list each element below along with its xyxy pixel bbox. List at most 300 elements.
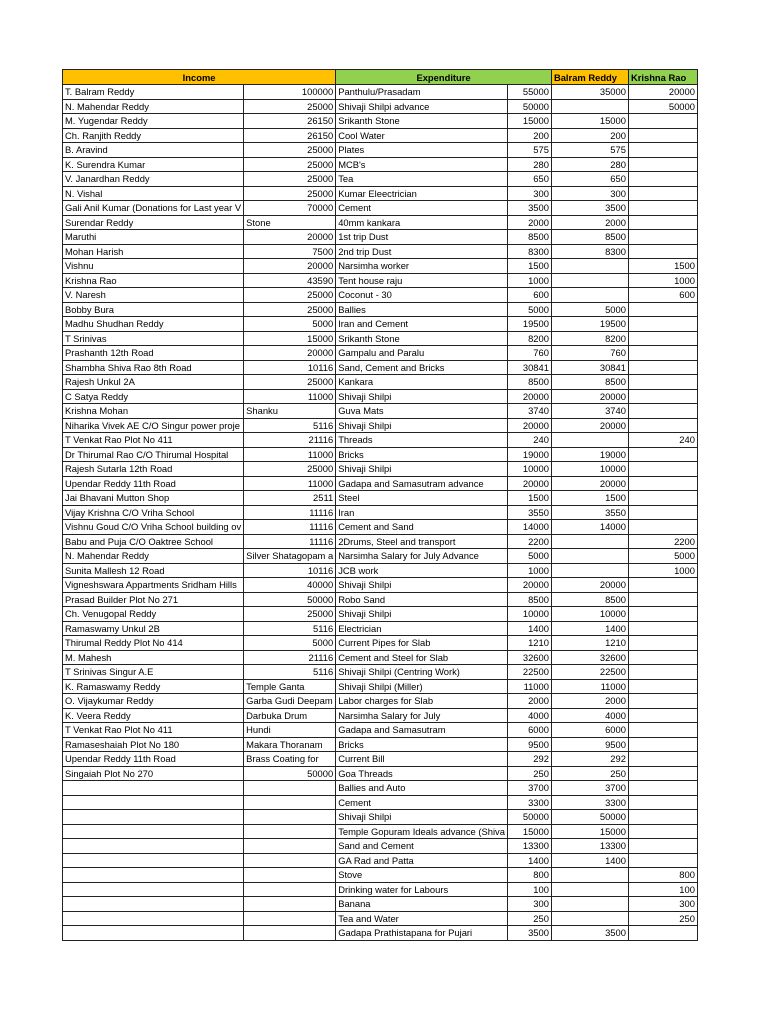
krishna-rao-cell <box>628 215 697 230</box>
krishna-rao-cell <box>628 360 697 375</box>
balram-reddy-cell <box>551 99 628 114</box>
expenditure-item-cell: Shivaji Shilpi <box>336 389 508 404</box>
income-amount-cell <box>244 839 336 854</box>
table-row <box>63 114 698 129</box>
table-row <box>63 462 698 477</box>
krishna-rao-cell <box>628 723 697 738</box>
expenditure-amount-cell: 55000 <box>507 85 551 100</box>
balram-reddy-cell: 9500 <box>551 737 628 752</box>
income-amount-cell: 26150 <box>244 114 336 129</box>
income-name-cell: N. Mahendar Reddy <box>63 99 244 114</box>
income-name-cell <box>63 853 244 868</box>
table-row <box>63 607 698 622</box>
expenditure-item-cell: Labor charges for Slab <box>336 694 508 709</box>
income-amount-cell: 25000 <box>244 172 336 187</box>
balram-reddy-cell: 32600 <box>551 650 628 665</box>
balram-reddy-cell: 4000 <box>551 708 628 723</box>
balram-reddy-cell: 1210 <box>551 636 628 651</box>
income-amount-cell: 50000 <box>244 766 336 781</box>
table-row <box>63 926 698 941</box>
expenditure-item-cell: Shivaji Shilpi <box>336 418 508 433</box>
krishna-rao-cell <box>628 810 697 825</box>
krishna-rao-cell <box>628 752 697 767</box>
income-amount-cell: 5116 <box>244 665 336 680</box>
income-name-cell: Prasad Builder Plot No 271 <box>63 592 244 607</box>
expenditure-amount-cell: 3740 <box>507 404 551 419</box>
expenditure-item-cell: Shivaji Shilpi <box>336 462 508 477</box>
income-amount-cell <box>244 795 336 810</box>
income-name-cell: Ramaswamy Unkul 2B <box>63 621 244 636</box>
expenditure-item-cell: Cement and Sand <box>336 520 508 535</box>
income-amount-cell: 25000 <box>244 462 336 477</box>
income-name-cell <box>63 882 244 897</box>
income-name-cell: Maruthi <box>63 230 244 245</box>
balram-reddy-cell: 575 <box>551 143 628 158</box>
balram-reddy-cell: 3550 <box>551 505 628 520</box>
expenditure-amount-cell: 8500 <box>507 375 551 390</box>
expenditure-amount-cell: 3300 <box>507 795 551 810</box>
balram-reddy-cell: 300 <box>551 186 628 201</box>
expenditure-amount-cell: 5000 <box>507 302 551 317</box>
expenditure-amount-cell: 5000 <box>507 549 551 564</box>
expenditure-amount-cell: 11000 <box>507 679 551 694</box>
income-amount-cell <box>244 810 336 825</box>
table-row <box>63 708 698 723</box>
krishna-rao-cell <box>628 824 697 839</box>
krishna-rao-cell <box>628 157 697 172</box>
income-amount-cell: Temple Ganta <box>244 679 336 694</box>
balram-reddy-cell: 3700 <box>551 781 628 796</box>
income-amount-cell <box>244 897 336 912</box>
income-name-cell <box>63 824 244 839</box>
income-amount-cell: Hundi <box>244 723 336 738</box>
income-name-cell: V. Naresh <box>63 288 244 303</box>
income-name-cell: O. Vijaykumar Reddy <box>63 694 244 709</box>
table-row <box>63 418 698 433</box>
expenditure-amount-cell: 20000 <box>507 389 551 404</box>
expenditure-item-cell: Cement <box>336 795 508 810</box>
expenditure-amount-cell: 3550 <box>507 505 551 520</box>
krishna-rao-cell <box>628 607 697 622</box>
expenditure-item-cell: Ballies and Auto <box>336 781 508 796</box>
expenditure-item-cell: Drinking water for Labours <box>336 882 508 897</box>
income-amount-cell <box>244 853 336 868</box>
income-name-cell <box>63 795 244 810</box>
expenditure-amount-cell: 1000 <box>507 563 551 578</box>
expenditure-amount-cell: 1500 <box>507 491 551 506</box>
expenditure-item-cell: Threads <box>336 433 508 448</box>
income-amount-cell: 11116 <box>244 505 336 520</box>
sheet-body <box>63 85 698 941</box>
expenditure-item-cell: Guva Mats <box>336 404 508 419</box>
income-name-cell <box>63 897 244 912</box>
income-amount-cell: Garba Gudi Deepam <box>244 694 336 709</box>
income-name-cell: Prashanth 12th Road <box>63 346 244 361</box>
expenditure-amount-cell: 280 <box>507 157 551 172</box>
income-name-cell: Shambha Shiva Rao 8th Road <box>63 360 244 375</box>
table-row <box>63 288 698 303</box>
expenditure-item-cell: 40mm kankara <box>336 215 508 230</box>
table-row <box>63 447 698 462</box>
income-amount-cell <box>244 781 336 796</box>
expense-sheet <box>62 69 698 941</box>
expenditure-amount-cell: 22500 <box>507 665 551 680</box>
expenditure-amount-cell: 1500 <box>507 259 551 274</box>
income-name-cell: Singaiah Plot No 270 <box>63 766 244 781</box>
income-name-cell: Ch. Venugopal Reddy <box>63 607 244 622</box>
income-amount-cell: 40000 <box>244 578 336 593</box>
table-row <box>63 839 698 854</box>
income-amount-cell: 70000 <box>244 201 336 216</box>
krishna-rao-cell: 240 <box>628 433 697 448</box>
expenditure-amount-cell: 800 <box>507 868 551 883</box>
krishna-rao-cell <box>628 302 697 317</box>
krishna-rao-cell <box>628 317 697 332</box>
krishna-rao-cell <box>628 172 697 187</box>
income-name-cell: Mohan Harish <box>63 244 244 259</box>
expenditure-amount-cell: 1400 <box>507 853 551 868</box>
table-row <box>63 621 698 636</box>
krishna-rao-cell <box>628 186 697 201</box>
expenditure-item-cell: Steel <box>336 491 508 506</box>
krishna-rao-cell: 250 <box>628 911 697 926</box>
krishna-rao-cell <box>628 462 697 477</box>
income-amount-cell: 21116 <box>244 650 336 665</box>
expenditure-item-cell: 2Drums, Steel and transport <box>336 534 508 549</box>
expenditure-item-cell: Kumar Eleectrician <box>336 186 508 201</box>
income-amount-cell <box>244 824 336 839</box>
expenditure-amount-cell: 650 <box>507 172 551 187</box>
balram-reddy-cell: 11000 <box>551 679 628 694</box>
table-row <box>63 505 698 520</box>
balram-reddy-cell: 3300 <box>551 795 628 810</box>
balram-reddy-cell: 292 <box>551 752 628 767</box>
balram-reddy-cell <box>551 563 628 578</box>
income-name-cell: Surendar Reddy <box>63 215 244 230</box>
income-amount-cell: 25000 <box>244 607 336 622</box>
income-amount-cell: 25000 <box>244 375 336 390</box>
balram-reddy-cell: 15000 <box>551 824 628 839</box>
income-name-cell <box>63 926 244 941</box>
krishna-rao-cell <box>628 476 697 491</box>
table-row <box>63 723 698 738</box>
income-name-cell: Krishna Mohan <box>63 404 244 419</box>
table-row <box>63 143 698 158</box>
expenditure-item-cell: Ballies <box>336 302 508 317</box>
balram-reddy-cell: 3500 <box>551 926 628 941</box>
income-name-cell: Thirumal Reddy Plot No 414 <box>63 636 244 651</box>
expenditure-amount-cell: 15000 <box>507 824 551 839</box>
expenditure-item-cell: Electrician <box>336 621 508 636</box>
expenditure-item-cell: Stove <box>336 868 508 883</box>
table-row <box>63 244 698 259</box>
table-row <box>63 694 698 709</box>
krishna-rao-cell: 800 <box>628 868 697 883</box>
expenditure-item-cell: 1st trip Dust <box>336 230 508 245</box>
krishna-rao-header: Krishna Rao <box>628 70 697 85</box>
expenditure-amount-cell: 300 <box>507 186 551 201</box>
krishna-rao-cell: 1000 <box>628 273 697 288</box>
income-name-cell: Vijay Krishna C/O Vriha School <box>63 505 244 520</box>
krishna-rao-cell <box>628 694 697 709</box>
balram-reddy-cell <box>551 534 628 549</box>
krishna-rao-cell: 100 <box>628 882 697 897</box>
table-row <box>63 636 698 651</box>
income-amount-cell <box>244 868 336 883</box>
table-row <box>63 868 698 883</box>
income-amount-cell: Silver Shatagopam a <box>244 549 336 564</box>
income-name-cell: T Venkat Rao Plot No 411 <box>63 433 244 448</box>
expenditure-item-cell: Srikanth Stone <box>336 331 508 346</box>
balram-reddy-cell: 8200 <box>551 331 628 346</box>
expenditure-amount-cell: 10000 <box>507 607 551 622</box>
income-name-cell: T Srinivas <box>63 331 244 346</box>
krishna-rao-cell: 50000 <box>628 99 697 114</box>
krishna-rao-cell: 2200 <box>628 534 697 549</box>
expenditure-item-cell: Cement and Steel for Slab <box>336 650 508 665</box>
income-name-cell: Upendar Reddy 11th Road <box>63 476 244 491</box>
income-name-cell: V. Janardhan Reddy <box>63 172 244 187</box>
expenditure-item-cell: Narsimha Salary for July Advance <box>336 549 508 564</box>
expenditure-amount-cell: 20000 <box>507 578 551 593</box>
balram-reddy-cell: 2000 <box>551 215 628 230</box>
expenditure-amount-cell: 13300 <box>507 839 551 854</box>
expenditure-amount-cell: 9500 <box>507 737 551 752</box>
expenditure-item-cell: Bricks <box>336 447 508 462</box>
table-row <box>63 897 698 912</box>
income-amount-cell <box>244 911 336 926</box>
balram-reddy-header: Balram Reddy <box>551 70 628 85</box>
income-amount-cell: 25000 <box>244 186 336 201</box>
income-amount-cell: 10116 <box>244 563 336 578</box>
income-amount-cell: 20000 <box>244 230 336 245</box>
expenditure-item-cell: Banana <box>336 897 508 912</box>
krishna-rao-cell <box>628 839 697 854</box>
krishna-rao-cell <box>628 418 697 433</box>
balram-reddy-cell: 22500 <box>551 665 628 680</box>
table-row <box>63 882 698 897</box>
expenditure-amount-cell: 240 <box>507 433 551 448</box>
balram-reddy-cell: 6000 <box>551 723 628 738</box>
expenditure-amount-cell: 100 <box>507 882 551 897</box>
balram-reddy-cell: 2000 <box>551 694 628 709</box>
table-row <box>63 476 698 491</box>
income-amount-cell: 25000 <box>244 143 336 158</box>
krishna-rao-cell: 1500 <box>628 259 697 274</box>
table-row <box>63 911 698 926</box>
expenditure-item-cell: Temple Gopuram Ideals advance (Shiva <box>336 824 508 839</box>
table-row <box>63 679 698 694</box>
income-amount-cell: 100000 <box>244 85 336 100</box>
balram-reddy-cell <box>551 259 628 274</box>
table-row <box>63 549 698 564</box>
balram-reddy-cell: 8500 <box>551 375 628 390</box>
expenditure-amount-cell: 1400 <box>507 621 551 636</box>
balram-reddy-cell: 8500 <box>551 592 628 607</box>
income-amount-cell: 11000 <box>244 447 336 462</box>
krishna-rao-cell <box>628 375 697 390</box>
krishna-rao-cell <box>628 404 697 419</box>
expenditure-amount-cell: 8300 <box>507 244 551 259</box>
expenditure-item-cell: Iran <box>336 505 508 520</box>
krishna-rao-cell <box>628 143 697 158</box>
expenditure-amount-cell: 2000 <box>507 215 551 230</box>
income-amount-cell: 11116 <box>244 520 336 535</box>
balram-reddy-cell: 650 <box>551 172 628 187</box>
expenditure-amount-cell: 1000 <box>507 273 551 288</box>
balram-reddy-cell: 8300 <box>551 244 628 259</box>
expenditure-amount-cell: 250 <box>507 911 551 926</box>
balram-reddy-cell: 10000 <box>551 607 628 622</box>
balram-reddy-cell <box>551 897 628 912</box>
table-row <box>63 375 698 390</box>
income-amount-cell: 50000 <box>244 592 336 607</box>
income-name-cell: Rajesh Unkul 2A <box>63 375 244 390</box>
table-row <box>63 534 698 549</box>
table-row <box>63 810 698 825</box>
expenditure-item-cell: Bricks <box>336 737 508 752</box>
krishna-rao-cell <box>628 244 697 259</box>
expenditure-amount-cell: 760 <box>507 346 551 361</box>
krishna-rao-cell <box>628 708 697 723</box>
expenditure-item-cell: Coconut - 30 <box>336 288 508 303</box>
income-name-cell: C Satya Reddy <box>63 389 244 404</box>
balram-reddy-cell: 3500 <box>551 201 628 216</box>
income-name-cell: Vishnu Goud C/O Vriha School building ov <box>63 520 244 535</box>
table-row <box>63 331 698 346</box>
table-row <box>63 752 698 767</box>
table-row <box>63 853 698 868</box>
expenditure-item-cell: Cool Water <box>336 128 508 143</box>
krishna-rao-cell: 5000 <box>628 549 697 564</box>
table-row <box>63 433 698 448</box>
expenditure-amount-cell: 200 <box>507 128 551 143</box>
expenditure-item-cell: Shivaji Shilpi advance <box>336 99 508 114</box>
balram-reddy-cell: 280 <box>551 157 628 172</box>
expenditure-item-cell: Current Pipes for Slab <box>336 636 508 651</box>
income-amount-cell: 25000 <box>244 99 336 114</box>
income-name-cell: Bobby Bura <box>63 302 244 317</box>
income-name-cell: T. Balram Reddy <box>63 85 244 100</box>
krishna-rao-cell <box>628 578 697 593</box>
income-name-cell: N. Mahendar Reddy <box>63 549 244 564</box>
expenditure-item-cell: Gampalu and Paralu <box>336 346 508 361</box>
income-amount-cell: 25000 <box>244 157 336 172</box>
table-row <box>63 302 698 317</box>
expenditure-amount-cell: 20000 <box>507 476 551 491</box>
table-row <box>63 201 698 216</box>
header-row <box>63 70 698 85</box>
income-amount-cell: 5116 <box>244 621 336 636</box>
table-row <box>63 346 698 361</box>
balram-reddy-cell: 8500 <box>551 230 628 245</box>
table-row <box>63 824 698 839</box>
income-name-cell: Vigneshswara Appartments Sridham Hills <box>63 578 244 593</box>
expenditure-amount-cell: 300 <box>507 897 551 912</box>
krishna-rao-cell <box>628 201 697 216</box>
income-amount-cell: 7500 <box>244 244 336 259</box>
expenditure-amount-cell: 8200 <box>507 331 551 346</box>
expenditure-amount-cell: 10000 <box>507 462 551 477</box>
table-row <box>63 563 698 578</box>
table-row <box>63 230 698 245</box>
table-row <box>63 389 698 404</box>
balram-reddy-cell: 1400 <box>551 621 628 636</box>
balram-reddy-cell: 19500 <box>551 317 628 332</box>
expenditure-amount-cell: 3700 <box>507 781 551 796</box>
expenditure-item-cell: Shivaji Shilpi (Centring Work) <box>336 665 508 680</box>
expenditure-item-cell: Shivaji Shilpi (Miller) <box>336 679 508 694</box>
expenditure-item-cell: Sand and Cement <box>336 839 508 854</box>
income-name-cell: Ch. Ranjith Reddy <box>63 128 244 143</box>
krishna-rao-cell <box>628 230 697 245</box>
expenditure-header: Expenditure <box>336 70 552 85</box>
table-row <box>63 273 698 288</box>
expenditure-item-cell: Sand, Cement and Bricks <box>336 360 508 375</box>
table-row <box>63 99 698 114</box>
expenditure-amount-cell: 3500 <box>507 926 551 941</box>
income-amount-cell: 15000 <box>244 331 336 346</box>
balram-reddy-cell: 13300 <box>551 839 628 854</box>
income-amount-cell <box>244 926 336 941</box>
income-name-cell: K. Surendra Kumar <box>63 157 244 172</box>
table-row <box>63 317 698 332</box>
krishna-rao-cell <box>628 853 697 868</box>
income-amount-cell <box>244 882 336 897</box>
balram-reddy-cell: 250 <box>551 766 628 781</box>
krishna-rao-cell: 20000 <box>628 85 697 100</box>
expenditure-item-cell: Narsimha worker <box>336 259 508 274</box>
expenditure-amount-cell: 292 <box>507 752 551 767</box>
expenditure-amount-cell: 6000 <box>507 723 551 738</box>
expenditure-amount-cell: 50000 <box>507 99 551 114</box>
balram-reddy-cell: 15000 <box>551 114 628 129</box>
expenditure-item-cell: Gadapa and Samasutram <box>336 723 508 738</box>
income-name-cell: Jai Bhavani Mutton Shop <box>63 491 244 506</box>
expenditure-item-cell: Gadapa Prathistapana for Pujari <box>336 926 508 941</box>
krishna-rao-cell <box>628 128 697 143</box>
income-name-cell: M. Yugendar Reddy <box>63 114 244 129</box>
balram-reddy-cell: 50000 <box>551 810 628 825</box>
income-amount-cell: Stone <box>244 215 336 230</box>
balram-reddy-cell <box>551 433 628 448</box>
balram-reddy-cell: 19000 <box>551 447 628 462</box>
krishna-rao-cell <box>628 331 697 346</box>
income-name-cell <box>63 911 244 926</box>
expenditure-item-cell: Kankara <box>336 375 508 390</box>
expenditure-amount-cell: 8500 <box>507 230 551 245</box>
expenditure-item-cell: Panthulu/Prasadam <box>336 85 508 100</box>
expenditure-item-cell: JCB work <box>336 563 508 578</box>
income-amount-cell: 21116 <box>244 433 336 448</box>
expenditure-item-cell: Robo Sand <box>336 592 508 607</box>
expenditure-amount-cell: 19500 <box>507 317 551 332</box>
expenditure-item-cell: Cement <box>336 201 508 216</box>
income-amount-cell: Shanku <box>244 404 336 419</box>
income-amount-cell: 5000 <box>244 636 336 651</box>
table-row <box>63 85 698 100</box>
table-row <box>63 360 698 375</box>
balram-reddy-cell: 20000 <box>551 389 628 404</box>
table-row <box>63 128 698 143</box>
balram-reddy-cell: 1500 <box>551 491 628 506</box>
krishna-rao-cell: 600 <box>628 288 697 303</box>
balram-reddy-cell <box>551 882 628 897</box>
balram-reddy-cell: 20000 <box>551 578 628 593</box>
expenditure-amount-cell: 32600 <box>507 650 551 665</box>
expenditure-amount-cell: 8500 <box>507 592 551 607</box>
expenditure-amount-cell: 50000 <box>507 810 551 825</box>
